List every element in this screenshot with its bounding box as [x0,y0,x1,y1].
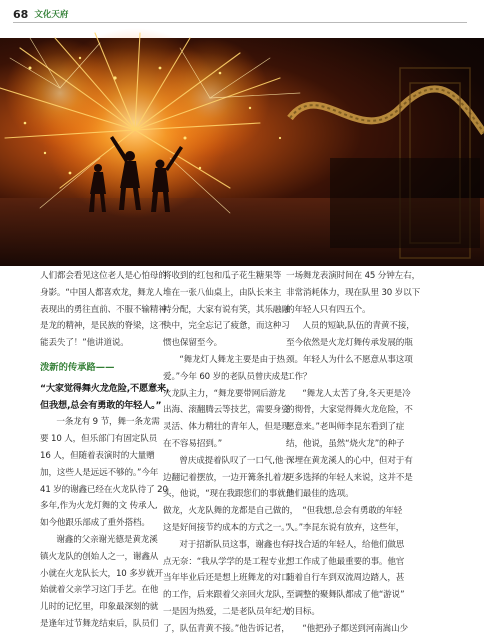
paragraph-line: 火龙队主力，“舞龙要带网后游龙 [163,388,286,399]
text-column-1 [40,268,170,633]
paragraph-line: 爱。”今年 60 岁的老队员曾庆成是 [163,371,289,382]
paragraph-line: 一条龙有 9 节，舞一条龙需 [56,417,160,428]
paragraph-line: 儿时的记忆里，印象最深刻的就 [40,602,159,613]
paragraph-line: 随着自行车到双流周边踏人，甚 [286,573,405,584]
pull-quote-line: 但我想,总会有勇敢的年轻人。” [40,399,162,411]
paragraph-line: 表现出的勇往直前、不服不输精神 [40,304,167,315]
paragraph-line: 加，这些人是远远不够的。”今年 [40,467,159,478]
paragraph-line: 点无奈：“我从学学的是工程专业， [163,556,294,567]
paragraph-line: 身影。“中国人都喜欢龙，舞龙人 [40,287,163,298]
paragraph-line: 工作？ [286,371,312,382]
paragraph-line: 人们都会看见这位老人是心怕母的 [40,271,167,281]
paragraph-line: 头，他说，“现在我跟您们的事就是 [163,489,294,500]
paragraph-line: 持分配，大家有说有笑，其乐融融 [163,304,290,315]
paragraph-line: “他把孙子都送到河南嵩山少 [302,623,408,634]
header-rule [13,22,467,23]
text-column-2 [163,268,299,638]
paragraph-line: 了，队伍青黄不接。”他告诉记者， [163,623,290,634]
paragraph-line: 灵活、体力精壮的青年人，但是现 [163,422,290,433]
paragraph-line: “舞龙灯人舞龙主要是由于热 [179,354,285,365]
paragraph-line: 的目标。 [286,606,320,617]
text-column-3 [286,268,421,638]
paragraph-line: 结，他说，虽然“烧火龙”的种子 [286,438,405,449]
paragraph-line: 小就在火龙队长大，10 多岁就开 [40,568,163,579]
paragraph-line: 至今依然是火龙灯舞传承发展的瓶 [286,338,413,349]
paragraph-line: 将收到的红包和瓜子花生糖果等 [163,271,282,281]
paragraph-line: 人员的短缺,队伍的青黄不接， [302,321,415,332]
paragraph-line: 至调整的聚舞队都成了他“游说” [286,590,405,601]
paragraph-line: 寻找合适的年轻人，给他们做思 [286,539,405,550]
paragraph-line: 是逢年过节舞龙结束后，队员们 [40,618,159,629]
paragraph-line: 曾庆成提着队叹了一口气,他一 [179,455,292,466]
page-header [13,6,68,22]
paragraph-line: 的工作，后来跟着父亲回火龙队， [163,590,290,601]
fire-dragon-photo [0,38,484,266]
section-title: 文化天府 [34,10,69,20]
paragraph-line: 做龙，火龙队舞的龙都是自己做的， [163,506,299,517]
section-subheading: 泼新的传承路—— [40,361,115,373]
paragraph-line: 出海、滚翻腾云等技艺，需要身姿 [163,405,290,416]
paragraph-line: 41 岁的谢鑫已经在火龙队待了 20 [40,484,168,495]
paragraph-line: 始就着父亲学习这门手艺。在他 [40,585,159,596]
paragraph-line: 镇火龙队的创始人之一，谢鑫从 [40,551,159,562]
paragraph-line: 更多选择的年轻人来说，这并不是 [286,472,413,483]
paragraph-line: 人。”李昆东说有放弃，这些年， [286,522,405,533]
paragraph-line: 在不容易招到。” [163,438,223,449]
paragraph-line: 惯也保留至今。 [163,338,223,349]
paragraph-line: 这是好间接节约成本的方式之一。” [163,522,290,533]
paragraph-line: 如今他跟乐部成了重外搭档。 [40,518,150,529]
paragraph-line: 多年,作为火龙灯舞的文 传承人, [40,501,158,512]
paragraph-line: 深埋在黄龙溪人的心中，但对于有 [286,455,413,466]
paragraph-line: “舞龙人太苦了身,冬天更是冷 [302,388,411,399]
paragraph-line: 颈。年轻人为什么不愿意从事这项 [286,354,413,365]
paragraph-line: 能丢失了！”他讲道说。 [40,338,129,349]
paragraph-line: 当年毕业后还是想上班舞龙的对口 [163,573,290,584]
paragraph-line: “但我想,总会有勇敢的年轻 [302,506,403,517]
paragraph-line: 非常消耗体力，现在队里 30 岁以下 [286,287,421,298]
paragraph-line: 对于招新队员这事，谢鑫也有 [179,539,290,550]
paragraph-line: 16 人，但随着表演时的大量赠 [40,450,155,461]
paragraph-line: 一场舞龙表演时间在 45 分钟左右， [286,271,421,281]
paragraph-line: 是龙的精神，是民族的脊梁，这不 [40,321,167,332]
paragraph-line: 谢鑫的父亲谢光德是黄龙溪 [56,534,158,545]
paragraph-line: 边翻记着摆放，一边开篝条扎着龙 [163,472,290,483]
paragraph-line: 的彻骨，大家觉得舞火龙危险，不 [286,405,413,416]
paragraph-line: 愿意来。”老叫师李昆东看到了症 [286,422,405,433]
pull-quote-line: “大家觉得舞火龙危险,不愿意来, [40,382,170,394]
fire-dragon-illustration [0,38,484,266]
paragraph-line: 一是因为热爱，二是老队员年纪大 [163,606,290,617]
paragraph-line: 的年轻人只有四五个。 [286,304,371,315]
page-number: 68 [13,7,29,21]
paragraph-line: 堆在一张八仙桌上，由队长来主 [163,287,282,298]
paragraph-line: 快中，完全忘记了疲惫，而这种习 [163,321,290,332]
paragraph-line: 要 10 人，但乐部门有固定队员 [40,434,158,445]
paragraph-line: 他们最佳的选项。 [286,489,354,500]
paragraph-line: 想工作成了他最重要的事。他官 [286,556,405,567]
